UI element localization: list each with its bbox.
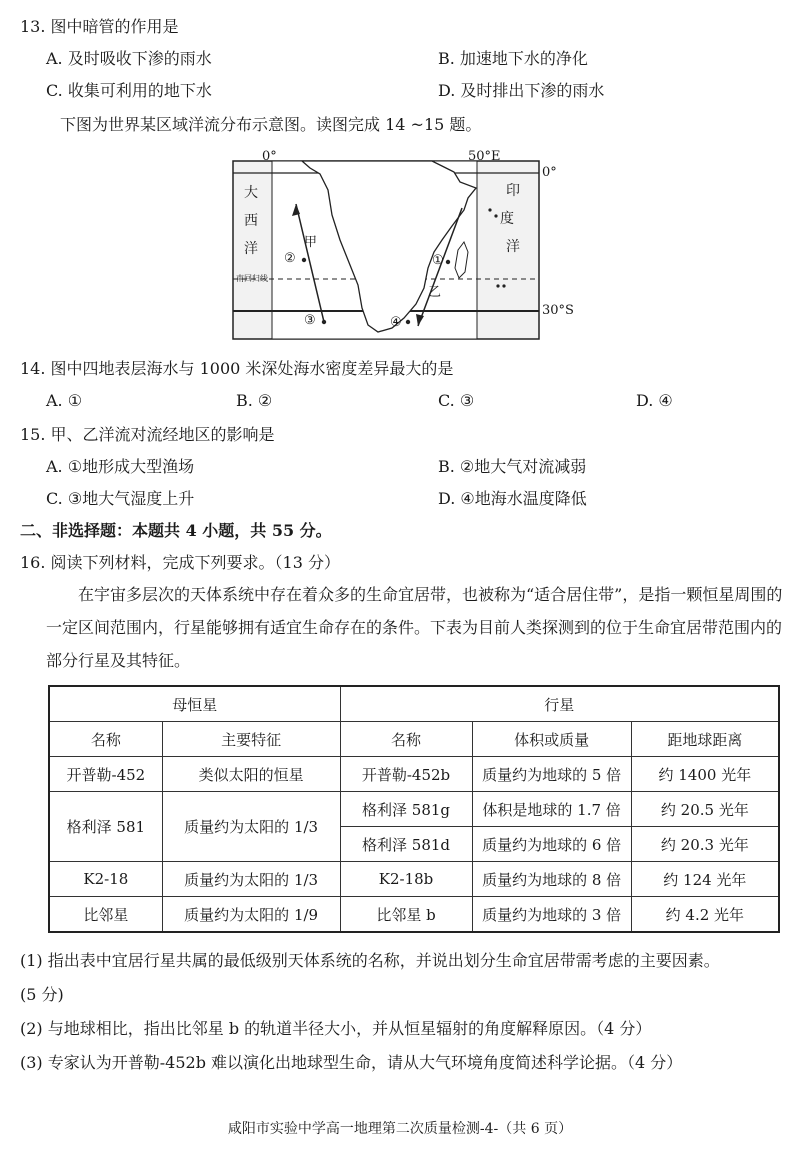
q14-stem: 14. 图中四地表层海水与 1000 米深处海水密度差异最大的是 [20, 359, 454, 378]
habitable-planets-table [48, 685, 780, 933]
atlantic-char-1: 大 [244, 185, 258, 201]
table-cell: 类似太阳的恒星 [162, 757, 340, 792]
q16-sub2: (2) 与地球相比，指出比邻星 b 的轨道半径大小，并从恒星辐射的角度解释原因。（4 分） [20, 1019, 652, 1038]
q13-option-c: C. 收集可利用的地下水 [46, 81, 212, 100]
point-1-dot [446, 260, 450, 264]
atlantic-char-3: 洋 [244, 241, 258, 257]
table-cell: 约 20.5 光年 [631, 792, 779, 827]
header-planet-distance: 距地球距离 [631, 722, 779, 757]
table-header-row [49, 722, 779, 757]
table-cell: 质量约为地球的 5 倍 [472, 757, 631, 792]
island-dot [496, 284, 499, 287]
point-3-label: ③ [304, 313, 316, 328]
indian-char-2: 度 [500, 211, 514, 227]
q14-option-b: B. ② [236, 391, 273, 410]
lon-50e-label: 50°E [468, 149, 501, 164]
lat-30s-label: 30°S [542, 303, 574, 318]
header-star-feature: 主要特征 [162, 722, 340, 757]
section-2-heading: 二、非选择题：本题共 4 小题，共 55 分。 [20, 521, 332, 540]
point-4-label: ④ [390, 315, 402, 330]
table-cell: 格利泽 581g [340, 792, 472, 827]
table-row [49, 792, 779, 827]
q13-stem: 13. 图中暗管的作用是 [20, 17, 179, 36]
q15-option-d: D. ④地海水温度降低 [438, 489, 587, 508]
table-cell: 比邻星 [49, 897, 162, 933]
table-cell: 质量约为太阳的 1/9 [162, 897, 340, 933]
table-cell: 开普勒-452b [340, 757, 472, 792]
table-cell: 质量约为太阳的 1/3 [162, 792, 340, 862]
table-cell: 质量约为太阳的 1/3 [162, 862, 340, 897]
table-cell: 质量约为地球的 3 倍 [472, 897, 631, 933]
indian-char-3: 洋 [506, 239, 520, 255]
point-1-label: ① [432, 253, 444, 268]
q14-option-c: C. ③ [438, 391, 475, 410]
q15-option-a: A. ①地形成大型渔场 [46, 457, 195, 476]
indian-char-1: 印 [506, 183, 520, 199]
table-cell: 格利泽 581 [49, 792, 162, 862]
point-4-dot [406, 320, 410, 324]
point-3-dot [322, 320, 326, 324]
map-figure [232, 160, 542, 342]
lon-0-label: 0° [262, 149, 277, 164]
island-dot [502, 284, 505, 287]
group-planet-header: 行星 [340, 686, 779, 722]
q16-sub1-score: (5 分) [20, 985, 64, 1004]
table-cell: 开普勒-452 [49, 757, 162, 792]
current-jia-label: 甲 [304, 235, 318, 250]
table-row [49, 897, 779, 933]
header-star-name: 名称 [49, 722, 162, 757]
q15-option-b: B. ②地大气对流减弱 [438, 457, 587, 476]
q14-option-a: A. ① [46, 391, 83, 410]
table-cell: 质量约为地球的 8 倍 [472, 862, 631, 897]
table-cell: 比邻星 b [340, 897, 472, 933]
table-cell: 约 124 光年 [631, 862, 779, 897]
table-cell: K2-18b [340, 862, 472, 897]
q13-option-a: A. 及时吸收下渗的雨水 [46, 49, 212, 68]
q16-material: 在宇宙多层次的天体系统中存在着众多的生命宜居带，也被称为“适合居住带”，是指一颗恒星周围的一定区间范围内，行星能够拥有适宜生命存在的条件。下表为目前人类探测到的位于生命宜居带范围内的部分行星及其特征。 [46, 585, 783, 670]
header-planet-volume: 体积或质量 [472, 722, 631, 757]
q13-option-b: B. 加速地下水的净化 [438, 49, 588, 68]
header-planet-name: 名称 [340, 722, 472, 757]
intro-14-15: 下图为世界某区域洋流分布示意图。读图完成 14 ~15 题。 [60, 115, 482, 134]
q16-stem: 16. 阅读下列材料，完成下列要求。（13 分） [20, 553, 340, 572]
island-dot [494, 214, 497, 217]
table-cell: 约 20.3 光年 [631, 827, 779, 862]
current-yi-label: 乙 [428, 285, 442, 300]
ocean-current-map [232, 149, 574, 342]
q16-sub3: (3) 专家认为开普勒-452b 难以演化出地球型生命，请从大气环境角度简述科学论据。（4 分） [20, 1053, 683, 1072]
table-row [49, 862, 779, 897]
table-cell: K2-18 [49, 862, 162, 897]
lat-0-label: 0° [542, 165, 557, 180]
island-dot [488, 208, 491, 211]
table-cell: 约 1400 光年 [631, 757, 779, 792]
page-footer: 咸阳市实验中学高一地理第二次质量检测-4-（共 6 页） [227, 1121, 573, 1137]
point-2-dot [302, 258, 306, 262]
table-cell: 质量约为地球的 6 倍 [472, 827, 631, 862]
q13-option-d: D. 及时排出下渗的雨水 [438, 81, 605, 100]
table-cell: 约 4.2 光年 [631, 897, 779, 933]
group-star-header: 母恒星 [49, 686, 340, 722]
table-group-header-row [49, 686, 779, 722]
tropic-label: 南回归线 [236, 274, 268, 283]
point-2-label: ② [284, 251, 296, 266]
q14-option-d: D. ④ [636, 391, 673, 410]
table-cell: 体积是地球的 1.7 倍 [472, 792, 631, 827]
q15-stem: 15. 甲、乙洋流对流经地区的影响是 [20, 425, 275, 444]
q16-sub1: (1) 指出表中宜居行星共属的最低级别天体系统的名称，并说出划分生命宜居带需考虑的主要因素。 [20, 951, 720, 970]
q15-option-c: C. ③地大气湿度上升 [46, 489, 195, 508]
table-row [49, 757, 779, 792]
table-cell: 格利泽 581d [340, 827, 472, 862]
atlantic-char-2: 西 [244, 213, 258, 229]
